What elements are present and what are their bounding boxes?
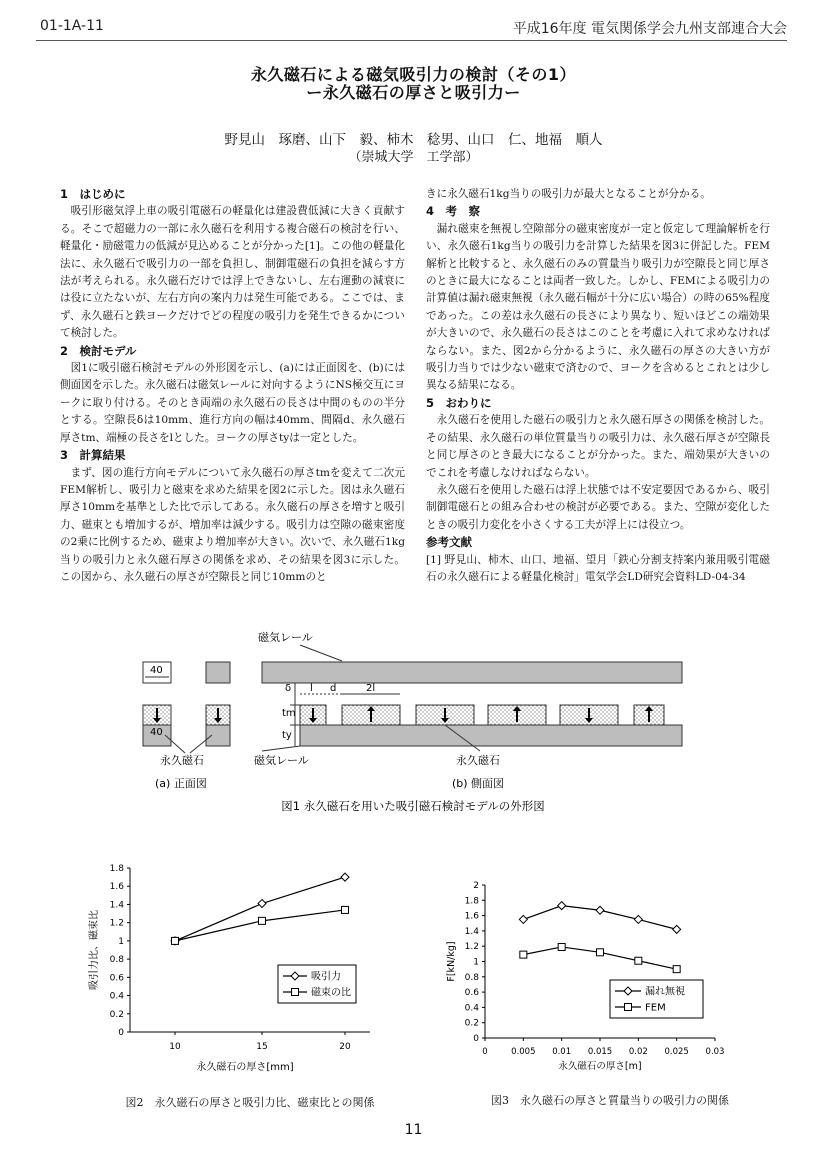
y-tick-label: 0.8 bbox=[109, 955, 124, 966]
side-rail bbox=[262, 662, 682, 683]
section-3-title: 3 計算結果 bbox=[60, 448, 126, 463]
x-tick-label: 0.005 bbox=[511, 1047, 536, 1057]
y-tick-label: 1.4 bbox=[464, 926, 479, 937]
front-yoke-right bbox=[206, 725, 230, 746]
y-tick-label: 0.8 bbox=[464, 972, 479, 983]
conference-name: 平成16年度 電気関係学会九州支部連合大会 bbox=[512, 21, 787, 37]
sym-tm: tm bbox=[282, 708, 296, 719]
sym-ty: ty bbox=[282, 730, 292, 741]
sym-l: l bbox=[310, 683, 313, 694]
x-tick-label: 0.01 bbox=[552, 1047, 572, 1057]
sym-2l: 2l bbox=[366, 683, 376, 694]
front-view bbox=[143, 662, 230, 790]
y-tick-label: 1.4 bbox=[109, 900, 124, 911]
y-tick-label: 2 bbox=[473, 881, 479, 891]
y-tick-label: 0.2 bbox=[109, 1009, 124, 1020]
y-axis-label: 吸引力比、磁束比 bbox=[89, 910, 100, 990]
figure-2-chart bbox=[80, 850, 410, 1090]
paper-code: 01-1A-11 bbox=[40, 18, 104, 34]
section-1-title: 1 はじめに bbox=[60, 187, 126, 201]
section-2-title: 2 検討モデル bbox=[60, 343, 137, 358]
series-2-point bbox=[635, 957, 642, 964]
front-rail-block bbox=[206, 662, 230, 683]
y-tick-label: 1.6 bbox=[464, 911, 479, 922]
y-tick-label: 1.8 bbox=[109, 864, 124, 874]
header-rule bbox=[36, 40, 787, 41]
y-tick-label: 0.4 bbox=[464, 1003, 479, 1014]
figure-3-caption: 図3 永久磁石の厚さと質量当りの吸引力の関係 bbox=[491, 1094, 729, 1107]
series-1-point bbox=[596, 906, 604, 914]
x-tick-label: 0.025 bbox=[664, 1047, 689, 1057]
label-pm-right: 永久磁石 bbox=[456, 754, 500, 767]
x-tick-label: 15 bbox=[256, 1042, 268, 1052]
figure-2-caption: 図2 永久磁石の厚さと吸引力比、磁束比との関係 bbox=[125, 1096, 375, 1109]
label-rail-top: 磁気レール bbox=[258, 631, 313, 644]
legend-label: FEM bbox=[645, 1002, 666, 1014]
authors: 野見山 琢磨、山下 毅、柿木 稔男、山口 仁、地福 順人 bbox=[224, 132, 603, 148]
right-column bbox=[426, 186, 770, 586]
series-1-point bbox=[634, 915, 642, 923]
x-tick-label: 0.03 bbox=[705, 1047, 725, 1057]
reference-1: [1] 野見山、柿木、山口、地福、望月「鉄心分割支持案内兼用吸引電磁石の永久磁石による軽量化検討」電気学会LD研究会資料LD-04-34 bbox=[426, 553, 770, 583]
section-4-body: 漏れ磁束を無視し空隙部分の磁束密度が一定と仮定して理論解析を行い、永久磁石1kg当りの吸引力を計算した結果を図3に併記した。FEM解析と比較すると、永久磁石のみの質量当り吸引力が空隙長と同じ厚さのときに最大になることは両者一致した。しかし、FEMによる吸引力の計算値は漏れ磁束無視（永久磁石幅が十分に広い場合）の時の65%程度であった。この差は永久磁石の長さにより異なり、短いほどこの端効果が大きいので、永久磁石の長さはこのことを考慮に入れて求めなければならない。また、図2から分かるように、永久磁石の厚さの大きい方が吸引力当りでは少ない磁束で済むので、ヨークを含めるとこれとは少し異なる結果になる。 bbox=[426, 222, 770, 392]
section-4-title: 4 考 察 bbox=[426, 204, 481, 219]
series-2-point bbox=[558, 943, 565, 950]
x-tick-label: 20 bbox=[339, 1042, 351, 1052]
x-tick-label: 10 bbox=[169, 1042, 181, 1052]
affiliation: （崇城大学 工学部） bbox=[348, 150, 479, 165]
series-2-point bbox=[673, 966, 680, 973]
series-1-point bbox=[341, 873, 349, 881]
figure-1-diagram bbox=[0, 625, 827, 825]
section-5-body-1: 永久磁石を使用した磁石の吸引力と永久磁石厚さの関係を検討した。その結果、永久磁石の単位質量当りの吸引力は、永久磁石厚さが空隙長と同じ厚さのとき最大になることが分かった。また、端効果が大きいのでこれを考慮しなければならない。 bbox=[426, 414, 770, 479]
subfig-b: (b) 側面図 bbox=[452, 777, 505, 790]
dim-40-bottom: 40 bbox=[150, 727, 163, 738]
y-tick-label: 0.4 bbox=[109, 991, 124, 1002]
references-title: 参考文献 bbox=[426, 535, 472, 550]
label-pm-left: 永久磁石 bbox=[160, 754, 204, 767]
sym-d: d bbox=[330, 683, 337, 694]
y-tick-label: 1.6 bbox=[109, 882, 124, 893]
y-tick-label: 1 bbox=[473, 957, 479, 968]
sym-delta: δ bbox=[285, 683, 292, 694]
y-axis-label: F[kN/kg] bbox=[446, 941, 457, 982]
section-3-continued: きに永久磁石1kg当りの吸引力が最大となることが分かる。 bbox=[426, 188, 711, 200]
series-1-point bbox=[558, 902, 566, 910]
y-tick-label: 1 bbox=[118, 936, 124, 947]
y-tick-label: 1.2 bbox=[464, 942, 479, 953]
section-5-body-2: 永久磁石を使用した磁石は浮上状態では不安定要因であるから、吸引制御電磁石との組み合わせの検討が必要である。また、空隙が変化したときの吸引力変化を小さくする工夫が浮上には役立つ。 bbox=[426, 483, 770, 531]
series-1-point bbox=[519, 915, 527, 923]
y-tick-label: 0 bbox=[473, 1034, 479, 1044]
label-rail-bottom: 磁気レール bbox=[254, 754, 309, 767]
paper-subtitle: ー永久磁石の厚さと吸引力ー bbox=[306, 83, 521, 102]
figure-1-caption: 図1 永久磁石を用いた吸引磁石検討モデルの外形図 bbox=[281, 799, 545, 813]
legend-marker bbox=[625, 1004, 632, 1011]
y-tick-label: 0.6 bbox=[464, 988, 479, 999]
y-tick-label: 1.2 bbox=[109, 918, 124, 929]
dim-40-top: 40 bbox=[150, 665, 163, 676]
series-line-2 bbox=[175, 910, 345, 941]
legend-marker bbox=[292, 989, 299, 996]
legend-label: 漏れ無視 bbox=[645, 986, 685, 998]
series-2-point bbox=[520, 951, 527, 958]
section-2-body: 図1に吸引磁石検討モデルの外形図を示し、(a)には正面図を、(b)には側面図を示した。永久磁石は磁気レールに対向するようにNS極交互にヨークに取り付ける。そのとき両端の永久磁石の長さは中間のものの半分とする。空隙長δは10mm、進行方向の幅は40mm、間隔d、永久磁石厚さtm、端極の長さをlとした。ヨークの厚さtyは一定とした。 bbox=[60, 362, 405, 444]
y-tick-label: 0 bbox=[118, 1028, 124, 1038]
page-number: 11 bbox=[404, 1122, 423, 1138]
series-2-point bbox=[342, 906, 349, 913]
series-1-point bbox=[673, 925, 681, 933]
section-5-title: 5 おわりに bbox=[426, 395, 492, 410]
x-axis-label: 永久磁石の厚さ[mm] bbox=[196, 1062, 294, 1073]
y-tick-label: 0.6 bbox=[109, 973, 124, 984]
side-yoke bbox=[300, 725, 682, 746]
series-1-point bbox=[258, 900, 266, 908]
x-axis-label: 永久磁石の厚さ[m] bbox=[558, 1061, 642, 1072]
leader-rail-top bbox=[300, 645, 342, 661]
y-tick-label: 1.8 bbox=[464, 896, 479, 907]
left-column bbox=[60, 186, 405, 586]
x-tick-label: 0.015 bbox=[587, 1047, 613, 1057]
side-view bbox=[254, 630, 682, 790]
series-2-point bbox=[259, 917, 266, 924]
subfig-a: (a) 正面図 bbox=[155, 777, 207, 790]
series-2-point bbox=[597, 949, 604, 956]
x-tick-label: 0.02 bbox=[628, 1047, 648, 1057]
legend-label: 吸引力 bbox=[311, 971, 341, 983]
legend-label: 磁束の比 bbox=[311, 987, 351, 999]
section-1-body: 吸引形磁気浮上車の吸引電磁石の軽量化は建設費低減に大きく貢献する。そこで超磁力の一部に永久磁石を利用する複合磁石の検討を行い、軽量化・励磁電力の低減が見込めることが分かった[1]。この他の軽量化法に、永久磁石で吸引力の一部を負担し、制御電磁石の負担を減らす方法が考えられる。永久磁石だけでは浮上できないし、左右運動の減衰には役に立たないが、左右方向の案内力は発生可能である。ここでは、まず、永久磁石と鉄ヨークだけでどの程度の吸引力を発生できるかについて検討した。 bbox=[60, 205, 405, 340]
series-line-1 bbox=[175, 877, 345, 941]
series-2-point bbox=[172, 937, 179, 944]
x-tick-label: 0 bbox=[482, 1047, 488, 1057]
section-3-body: まず、図の進行方向モデルについて永久磁石の厚さtmを変えて二次元FEM解析し、吸引力と磁束を求めた結果を図2に示した。図は永久磁石厚さ10mmを基準とした比で示してある。永久磁石の厚さを増すと吸引力、磁束とも増加するが、増加率は減少する。吸引力は空隙の磁束密度の2乗に比例するため、磁束より増加率が大きい。次いで、永久磁石1kg当りの吸引力と永久磁石厚さの関係を求め、その結果を図3に示した。この図から、永久磁石の厚さが空隙長と同じ10mmのと bbox=[60, 466, 405, 583]
y-tick-label: 0.2 bbox=[464, 1018, 479, 1029]
paper-title: 永久磁石による磁気吸引力の検討（その1） bbox=[250, 65, 577, 84]
figure-3-chart bbox=[440, 865, 740, 1090]
